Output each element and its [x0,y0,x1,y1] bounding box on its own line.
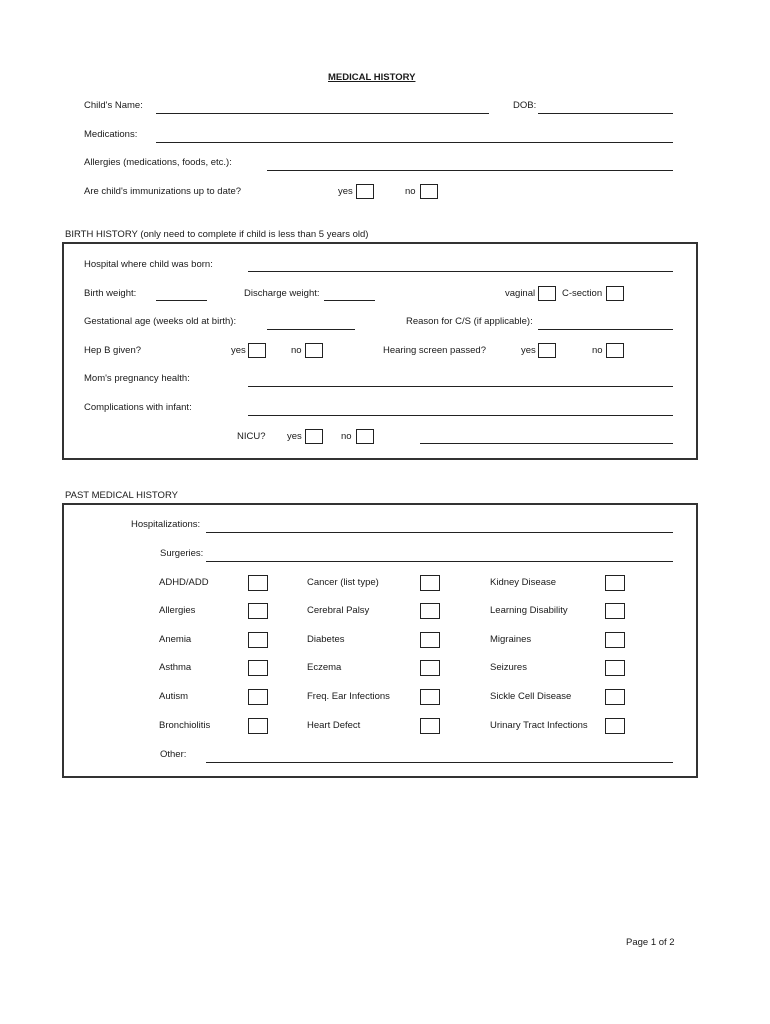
condition-checkbox[interactable] [248,632,268,648]
hearing-label: Hearing screen passed? [383,345,486,356]
condition-checkbox[interactable] [605,718,625,734]
condition-label: Diabetes [307,634,345,645]
condition-checkbox[interactable] [420,575,440,591]
hearing-no-label: no [592,345,603,356]
birth-history-box [62,242,698,460]
condition-checkbox[interactable] [248,689,268,705]
allergies-label: Allergies (medications, foods, etc.): [84,157,232,168]
condition-label: Freq. Ear Infections [307,691,390,702]
other-label: Other: [160,749,187,760]
immunizations-yes-label: yes [338,186,353,197]
condition-label: Cancer (list type) [307,577,379,588]
condition-label: Anemia [159,634,192,645]
condition-label: Kidney Disease [490,577,557,588]
hepb-label: Hep B given? [84,345,142,356]
condition-checkbox[interactable] [605,689,625,705]
condition-checkbox[interactable] [605,603,625,619]
hepb-yes-checkbox[interactable] [248,343,266,358]
dob-label: DOB: [513,100,537,111]
hepb-no-checkbox[interactable] [305,343,323,358]
immunizations-no-label: no [405,186,416,197]
medications-field[interactable] [156,142,673,143]
birth-weight-label: Birth weight: [84,288,137,299]
hepb-yes-label: yes [231,345,246,356]
condition-label: Autism [159,691,189,702]
condition-label: Eczema [307,662,342,673]
surgeries-label: Surgeries: [160,548,204,559]
discharge-weight-label: Discharge weight: [244,288,320,299]
other-field[interactable] [206,762,673,763]
immunizations-yes-checkbox[interactable] [356,184,374,199]
reason-cs-label: Reason for C/S (if applicable): [406,316,533,327]
nicu-no-checkbox[interactable] [356,429,374,444]
condition-checkbox[interactable] [420,660,440,676]
hospitalizations-field[interactable] [206,532,673,533]
condition-checkbox[interactable] [248,603,268,619]
nicu-yes-checkbox[interactable] [305,429,323,444]
moms-health-label: Mom's pregnancy health: [84,373,190,384]
complications-field[interactable] [248,415,673,416]
surgeries-field[interactable] [206,561,673,562]
nicu-no-label: no [341,431,352,442]
gestational-age-label: Gestational age (weeks old at birth): [84,316,237,327]
immunizations-no-checkbox[interactable] [420,184,438,199]
condition-label: Allergies [159,605,196,616]
csection-checkbox[interactable] [606,286,624,301]
condition-label: Sickle Cell Disease [490,691,572,702]
condition-checkbox[interactable] [248,575,268,591]
hospitalizations-label: Hospitalizations: [131,519,201,530]
moms-health-field[interactable] [248,386,673,387]
condition-label: ADHD/ADD [159,577,209,588]
birth-weight-field[interactable] [156,300,207,301]
csection-label: C-section [562,288,603,299]
medications-label: Medications: [84,129,138,140]
immunizations-label: Are child's immunizations up to date? [84,186,242,197]
hepb-no-label: no [291,345,302,356]
reason-cs-field[interactable] [538,329,673,330]
nicu-details-field[interactable] [420,443,673,444]
condition-checkbox[interactable] [420,603,440,619]
childs-name-field[interactable] [156,113,489,114]
condition-checkbox[interactable] [420,718,440,734]
condition-checkbox[interactable] [605,632,625,648]
gestational-age-field[interactable] [267,329,355,330]
dob-field[interactable] [538,113,673,114]
condition-label: Learning Disability [490,605,568,616]
condition-checkbox[interactable] [605,575,625,591]
hearing-yes-label: yes [521,345,536,356]
condition-checkbox[interactable] [248,718,268,734]
birth-history-heading: BIRTH HISTORY (only need to complete if child is less than 5 years old) [65,229,369,240]
condition-checkbox[interactable] [420,632,440,648]
past-history-heading: PAST MEDICAL HISTORY [65,490,178,501]
condition-checkbox[interactable] [420,689,440,705]
condition-checkbox[interactable] [605,660,625,676]
hearing-no-checkbox[interactable] [606,343,624,358]
page-title: MEDICAL HISTORY [328,72,416,83]
nicu-label: NICU? [237,431,266,442]
condition-label: Asthma [159,662,192,673]
condition-label: Migraines [490,634,532,645]
childs-name-label: Child's Name: [84,100,143,111]
condition-label: Seizures [490,662,527,673]
hospital-field[interactable] [248,271,673,272]
hospital-label: Hospital where child was born: [84,259,213,270]
condition-label: Urinary Tract Infections [490,720,588,731]
page-number: Page 1 of 2 [626,937,675,948]
vaginal-label: vaginal [505,288,536,299]
complications-label: Complications with infant: [84,402,192,413]
discharge-weight-field[interactable] [324,300,375,301]
condition-checkbox[interactable] [248,660,268,676]
past-history-box [62,503,698,778]
hearing-yes-checkbox[interactable] [538,343,556,358]
condition-label: Cerebral Palsy [307,605,370,616]
condition-label: Heart Defect [307,720,361,731]
nicu-yes-label: yes [287,431,302,442]
allergies-field[interactable] [267,170,673,171]
vaginal-checkbox[interactable] [538,286,556,301]
condition-label: Bronchiolitis [159,720,211,731]
